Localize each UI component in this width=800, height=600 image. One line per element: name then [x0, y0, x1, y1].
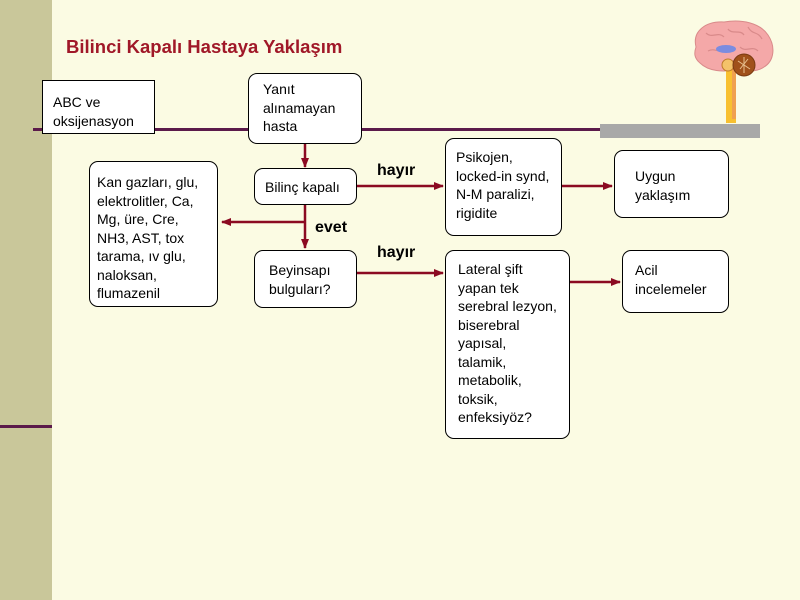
- box-lateral-sift: Lateral şift yapan tek serebral lezyon, biserebral yapısal, talamik, metabolik, toksik, enfeksiyöz?: [445, 250, 570, 439]
- label-hayir-bottom: hayır: [377, 244, 416, 261]
- box-uygun-yaklasim: Uygun yaklaşım: [614, 150, 729, 218]
- box-abc-oksijenasyon: ABC ve oksijenasyon: [42, 80, 155, 134]
- box-yanit-alinamayan: Yanıt alınamayan hasta: [248, 73, 362, 144]
- box-psikojen: Psikojen, locked-in synd, N-M paralizi, rigidite: [445, 138, 562, 236]
- label-evet: evet: [315, 219, 348, 236]
- box-bilinc-kapali: Bilinç kapalı: [254, 168, 357, 205]
- box-acil-incelemeler: Acil incelemeler: [622, 250, 729, 313]
- slide-title: Bilinci Kapalı Hastaya Yaklaşım: [66, 36, 343, 57]
- box-kan-gazlari: Kan gazları, glu, elektrolitler, Ca, Mg, üre, Cre, NH3, AST, tox tarama, ıv glu, naloksan, flumazenil: [89, 161, 218, 307]
- box-beyinsapi-bulgulari: Beyinsapı bulguları?: [254, 250, 357, 308]
- label-hayir-top: hayır: [377, 162, 416, 179]
